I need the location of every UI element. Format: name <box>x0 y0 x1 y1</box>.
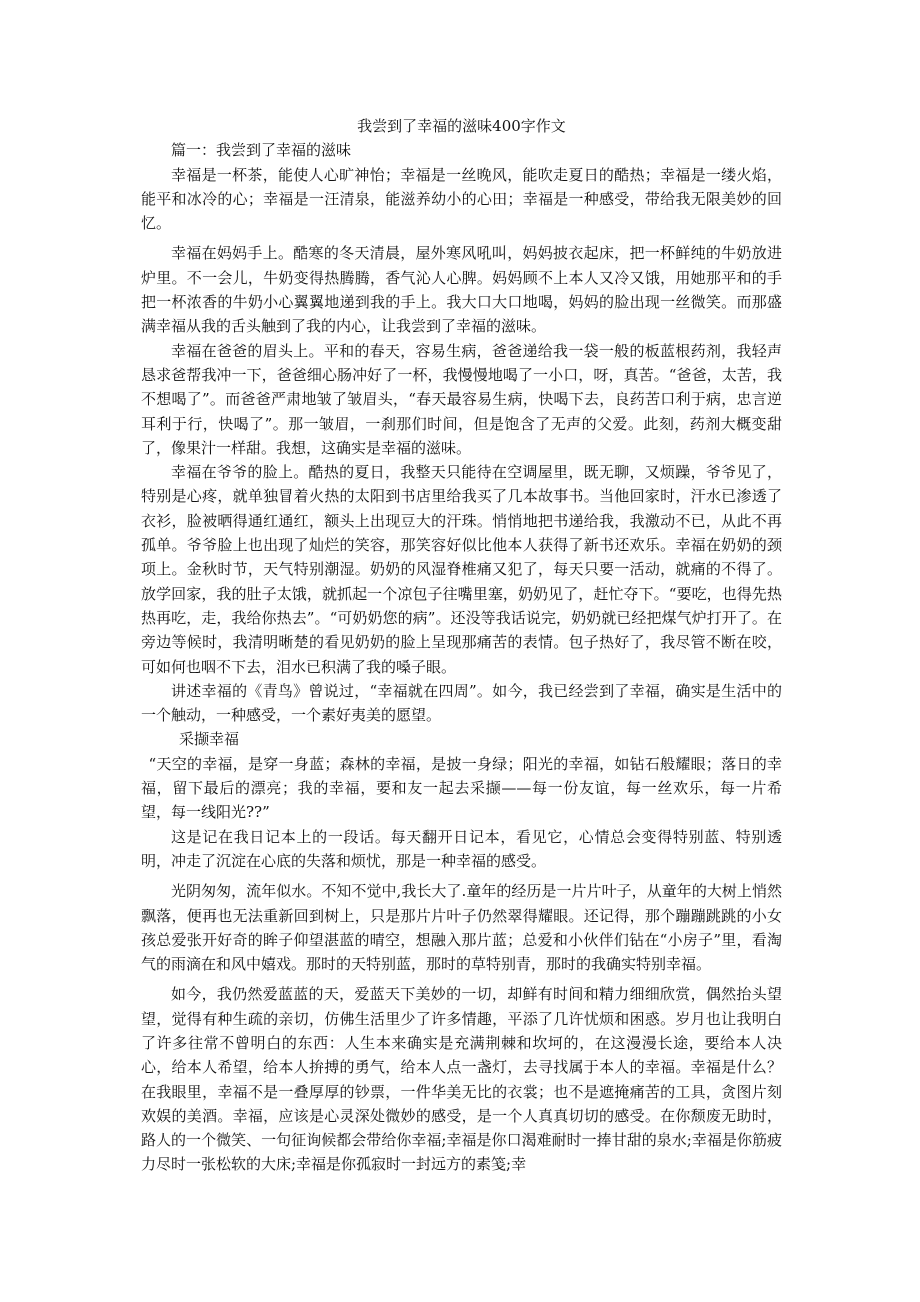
paragraph: 幸福是一杯茶，能使人心旷神怡；幸福是一丝晚风，能吹走夏日的酷热；幸福是一缕火焰，能平和冰冷的心；幸福是一汪清泉，能滋养幼小的心田；幸福是一种感受，带给我无限美妙的回忆。 <box>141 165 782 233</box>
paragraph: 讲述幸福的《青鸟》曾说过，“幸福就在四周”。如今，我已经尝到了幸福，确实是生活中的一个触动，一种感受，一个素好夷美的愿望。 <box>141 681 782 725</box>
paragraph: 这是记在我日记本上的一段话。每天翻开日记本，看见它，心情总会变得特别蓝、特别透明，冲走了沉淀在心底的失落和烦忧，那是一种幸福的感受。 <box>141 827 782 870</box>
paragraph: 光阴匆匆，流年似水。不知不觉中,我长大了.童年的经历是一片片叶子，从童年的大树上悄然飘落，便再也无法重新回到树上，只是那片片叶子仍然翠得耀眼。还记得，那个蹦蹦跳跳的小女孩总爱张开好奇的眸子仰望湛蓝的晴空，想融入那片蓝；总爱和小伙伴们钻在“小房子”里，看淘气的雨滴在和风中嬉戏。那时的天特别蓝，那时的草特别青，那时的我确实特别幸福。 <box>141 882 782 974</box>
paragraph: 如今，我仍然爱蓝蓝的天，爱蓝天下美妙的一切，却鲜有时间和精力细细欣赏，偶然抬头望望，觉得有种生疏的亲切，仿佛生活里少了许多情趣，平添了几许忧烦和困惑。岁月也让我明白了许多往常不曾明白的东西：人生本来确实是充满荆棘和坎坷的，在这漫漫长途，要给本人决心，给本人希望，给本人拚搏的勇气，给本人点一盏灯，去寻找属于本人的幸福。幸福是什么？在我眼里，幸福不是一叠厚厚的钞票，一件华美无比的衣裳；也不是遮掩痛苦的工具，贪图片刻欢娱的美酒。幸福，应该是心灵深处微妙的感受，是一个人真真切切的感受。在你颓废无助时，路人的一个微笑、一句征询候都会带给你幸福;幸福是你口渴难耐时一捧甘甜的泉水;幸福是你筋疲力尽时一张松软的大床;幸福是你孤寂时一封远方的素笺;幸 <box>141 985 782 1174</box>
document-title: 我尝到了幸福的滋味400字作文 <box>357 117 566 135</box>
section1-heading: 篇一：我尝到了幸福的滋味 <box>171 141 352 160</box>
document-body <box>141 114 782 1177</box>
quote-paragraph: “天空的幸福，是穿一身蓝；森林的幸福，是披一身绿；阳光的幸福，如钻石般耀眼；落日的幸福，留下最后的漂亮；我的幸福，要和友一起去采撷——每一份友谊，每一丝欢乐，每一片希望，每一线阳光??” <box>141 754 782 822</box>
paragraph: 幸福在爷爷的脸上。酷热的夏日，我整天只能待在空调屋里，既无聊，又烦躁，爷爷见了，特别是心疼，就单独冒着火热的太阳到书店里给我买了几本故事书。当他回家时，汗水已渗透了衣衫，脸被晒得通红通红，额头上出现豆大的汗珠。悄悄地把书递给我，我激动不已，从此不再孤单。爷爷脸上也出现了灿烂的笑容，那笑容好似比他本人获得了新书还欢乐。幸福在奶奶的颈项上。金秋时节，天气特别潮湿。奶奶的风湿脊椎痛又犯了，每天只要一活动，就痛的不得了。放学回家，我的肚子太饿，就抓起一个凉包子往嘴里塞，奶奶见了，赶忙夺下。“要吃，也得先热热再吃，走，我给你热去”。“可奶奶您的病”。还没等我话说完，奶奶就已经把煤气炉打开了。在旁边等候时，我清明晰楚的看见奶奶的脸上呈现那痛苦的表情。包子热好了，我尽管不断在咬，可如何也咽不下去，泪水已积满了我的嗓子眼。 <box>141 463 782 676</box>
section2-heading: 采撷幸福 <box>179 730 240 749</box>
paragraph: 幸福在妈妈手上。酷寒的冬天清晨，屋外寒风吼叫，妈妈披衣起床，把一杯鲜纯的牛奶放进炉里。不一会儿，牛奶变得热腾腾，香气沁人心脾。妈妈顾不上本人又冷又饿，用她那平和的手把一杯浓香的牛奶小心翼翼地递到我的手上。我大口大口地喝，妈妈的脸出现一丝微笑。而那盛满幸福从我的舌头触到了我的内心，让我尝到了幸福的滋味。 <box>141 244 782 336</box>
paragraph: 幸福在爸爸的眉头上。平和的春天，容易生病，爸爸递给我一袋一般的板蓝根药剂，我轻声恳求爸帮我冲一下，爸爸细心肠冲好了一杯，我慢慢地喝了一小口，呀，真苦。“爸爸，太苦，我不想喝了”。而爸爸严肃地皱了皱眉头，“春天最容易生病，快喝下去，良药苦口利于病，忠言逆耳利于行，快喝了”。那一皱眉，一刹那们时间，但是饱含了无声的父爱。此刻，药剂大概变甜了，像果汁一样甜。我想，这确实是幸福的滋味。 <box>141 341 782 457</box>
